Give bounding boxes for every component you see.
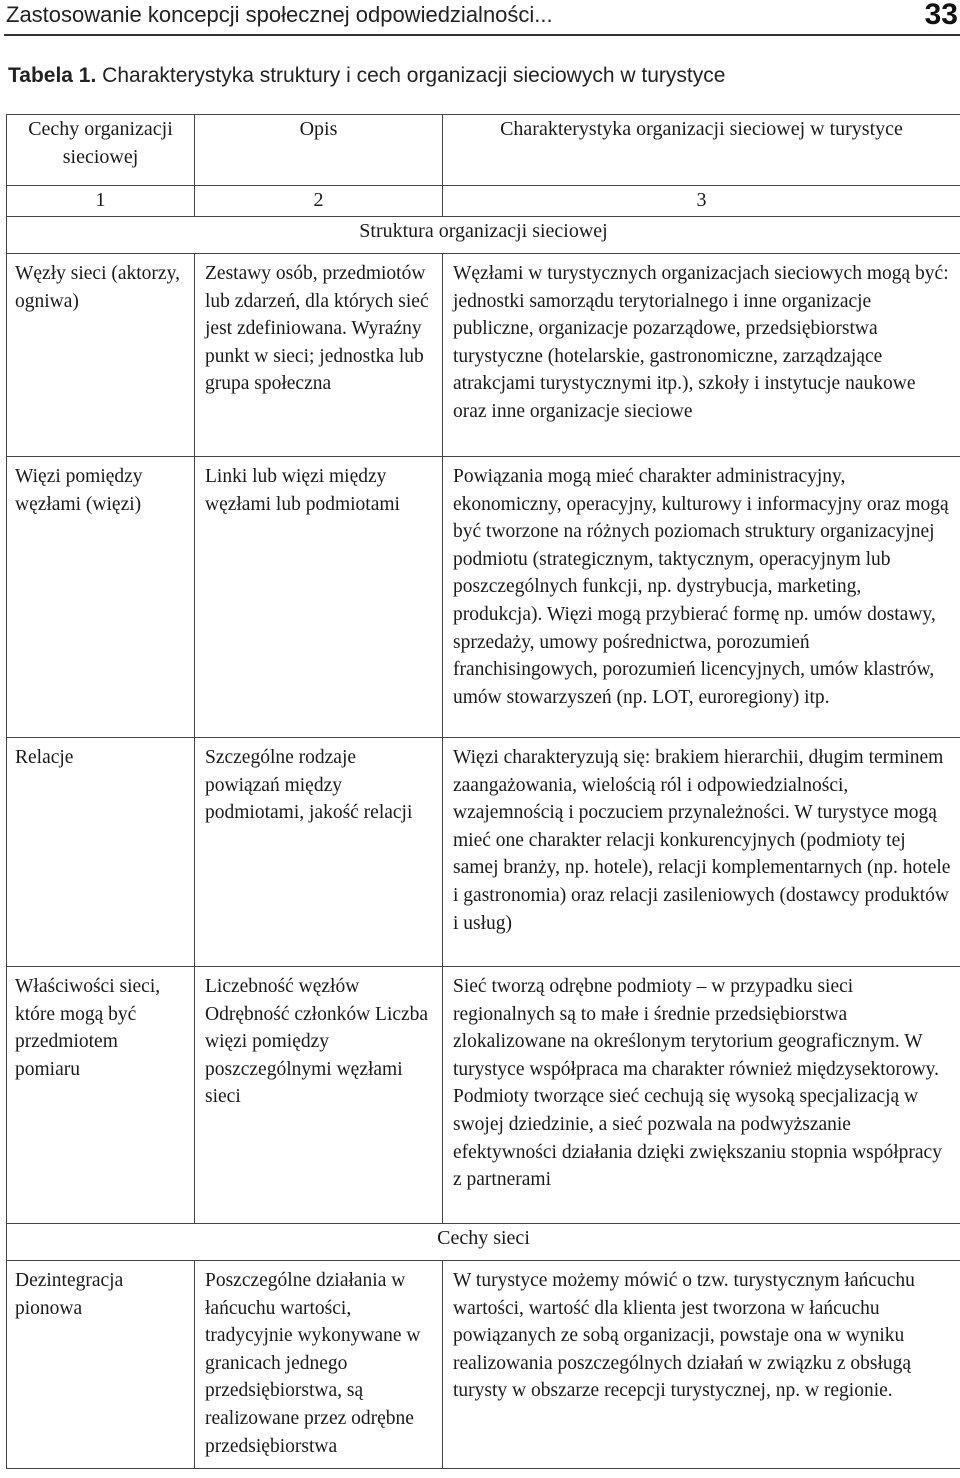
table-row (7, 1261, 960, 1469)
row-tourism: Węzłami w turystycznych organizacjach sieciowych mogą być: jednostki samorządu terytorialnego i inne organizacje publiczne, organizacje pozarządowe, przedsiębiorstwa turystyczne (hotelarskie, gastronomiczne, zarządzające atrakcjami turystycznymi itp.), szkoły i instytucje naukowe oraz inne organizacje sieciowe (453, 263, 949, 422)
page-number: 33 (924, 0, 958, 31)
row-description: Poszczególne działania w łańcuchu wartości, tradycyjnie wykonywane w granicach jednego przedsiębiorstwa, są realizowane przez odrębne przedsiębiorstwa (205, 1270, 421, 1457)
column-number-3: 3 (443, 186, 960, 217)
row-feature: Dezintegracja pionowa (15, 1270, 124, 1319)
table-row (7, 254, 960, 457)
header-rule (4, 34, 960, 36)
header-features: Cechy organizacji sieciowej (7, 115, 195, 186)
row-tourism: Więzi charakteryzują się: brakiem hierarchii, długim terminem zaangażowania, wielością ról i odpowiedzialności, wzajemnością i poczuciem przynależności. W turystyce mogą mieć one charakter relacji konkurencyjnych (podmioty tej samej branży, np. hotele), relacji komplementarnych (np. hotele i gastronomia) oraz relacji zasileniowych (dostawcy produktów i usług) (453, 747, 951, 934)
column-number-1: 1 (7, 186, 195, 217)
row-tourism: Powiązania mogą mieć charakter administracyjny, ekonomiczny, operacyjny, kulturowy i informacyjny oraz mogą być tworzone na różnych poziomach struktury organizacyjnej podmiotu (strategicznym, taktycznym, operacyjnym lub poszczególnych funkcji, np. dystrybucja, marketing, produkcja). Więzi mogą przybierać formę np. umów dostawy, sprzedaży, umowy pośrednictwa, porozumień franchisingowych, porozumień licencyjnych, umów klastrów, umów stowarzyszeń (np. LOT, euroregiony) itp. (453, 466, 949, 708)
row-description: Szczególne rodzaje powiązań między podmiotami, jakość relacji (205, 747, 413, 824)
section-row-features (7, 1224, 960, 1261)
section-row-structure (7, 217, 960, 254)
row-feature: Relacje (15, 747, 74, 768)
table-row (7, 457, 960, 738)
row-tourism: W turystyce możemy mówić o tzw. turystycznym łańcuchu wartości, wartość dla klienta jest tworzona w łańcuchu powiązanych ze sobą organizacji, powstaje ona w wyniku realizowania poszczególnych działań w związku z obsługą turysty w obszarze recepcji turystycznej, np. w regionie. (453, 1270, 915, 1402)
row-feature: Węzły sieci (aktorzy, ogniwa) (15, 263, 180, 312)
table-caption-text: Charakterystyka struktury i cech organizacji sieciowych w turystyce (102, 64, 726, 87)
row-tourism: Sieć tworzą odrębne podmioty – w przypadku sieci regionalnych są to małe i średnie przedsiębiorstwa zlokalizowane na określonym terytorium geograficznym. W turystyce współpraca ma charakter również międzysektorowy. Podmioty tworzące sieć cechują się wysoką specjalizacją w swojej dziedzinie, a sieć pozwala na podwyższanie efektywności działania dzięki zwiększaniu stopnia współpracy z partnerami (453, 976, 942, 1191)
column-number-2: 2 (195, 186, 443, 217)
row-description: Linki lub więzi między węzłami lub podmiotami (205, 466, 400, 515)
section-title-structure: Struktura organizacji sieciowej (7, 217, 960, 254)
table-row (7, 967, 960, 1224)
network-organization-table (6, 114, 960, 1469)
row-description: Zestawy osób, przedmiotów lub zdarzeń, dla których sieć jest zdefiniowana. Wyraźny punkt w sieci; jednostka lub grupa społeczna (205, 263, 429, 395)
header-description: Opis (195, 115, 443, 186)
header-tourism: Charakterystyka organizacji sieciowej w turystyce (443, 115, 960, 186)
column-number-row (7, 186, 960, 217)
table-caption (8, 64, 725, 88)
row-description: Liczebność węzłów Odrębność członków Liczba więzi pomiędzy poszczególnymi węzłami sieci (205, 976, 429, 1108)
section-title-features: Cechy sieci (7, 1224, 960, 1261)
running-head (6, 0, 960, 34)
row-feature: Więzi pomiędzy węzłami (więzi) (15, 466, 143, 515)
row-feature: Właściwości sieci, które mogą być przedmiotem pomiaru (15, 976, 161, 1080)
table-caption-label: Tabela 1. (8, 64, 97, 87)
table-row (7, 738, 960, 967)
running-head-title: Zastosowanie koncepcji społecznej odpowiedzialności... (6, 2, 553, 27)
table-header-row (7, 115, 960, 186)
